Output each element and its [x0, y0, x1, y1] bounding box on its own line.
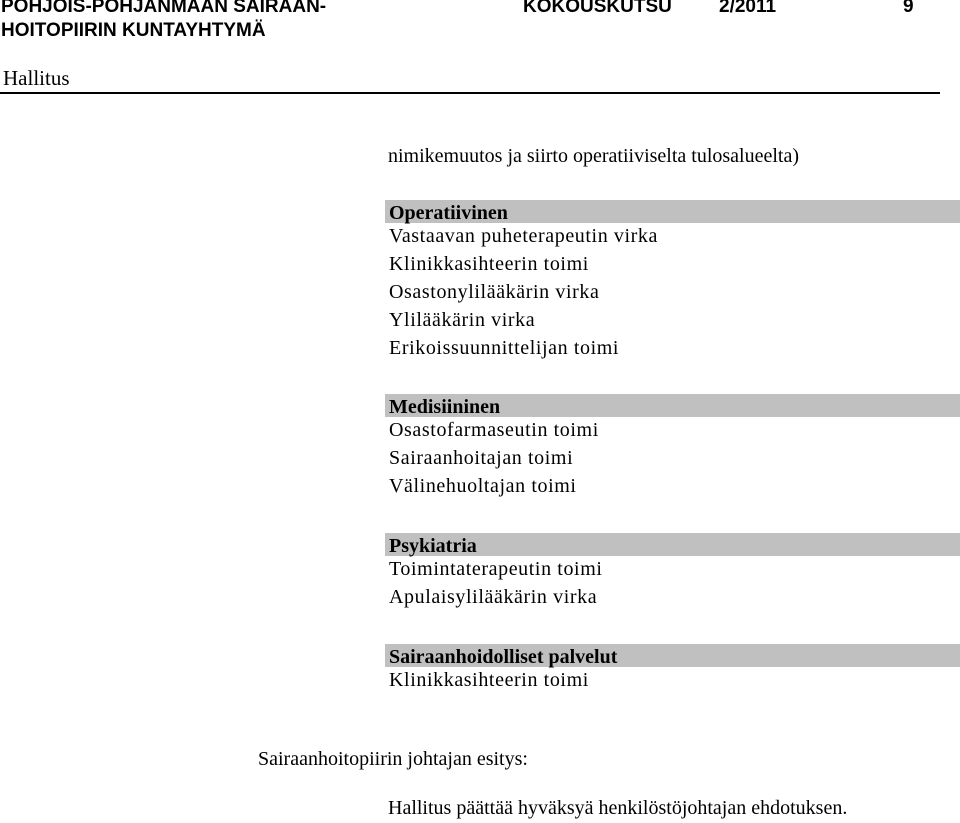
position-item: Sairaanhoitajan toimi — [389, 447, 574, 469]
section-psykiatria — [385, 533, 960, 612]
section-title: Psykiatria — [385, 533, 960, 556]
intro-text: nimikemuutos ja siirto operatiiviselta tulosalueelta) — [388, 145, 800, 167]
decision-text: Hallitus päättää hyväksyä henkilöstöjohtajan ehdotuksen. — [388, 797, 848, 819]
position-item: Klinikkasihteerin toimi — [389, 669, 589, 691]
page-number: 9 — [903, 0, 914, 17]
position-item: Erikoissuunnittelijan toimi — [389, 337, 620, 359]
position-item: Osastonylilääkärin virka — [389, 281, 600, 303]
position-item: Vastaavan puheterapeutin virka — [389, 225, 659, 247]
section-sairaanhoidolliset-palvelut — [385, 644, 960, 695]
position-item: Toimintaterapeutin toimi — [389, 558, 603, 580]
section-title: Sairaanhoidolliset palvelut — [385, 644, 960, 667]
proposal-label: Sairaanhoitopiirin johtajan esitys: — [258, 748, 528, 770]
section-operatiivinen — [385, 200, 960, 363]
organization-name-line1: POHJOIS-POHJANMAAN SAIRAAN- — [1, 0, 327, 17]
position-item: Klinikkasihteerin toimi — [389, 253, 589, 275]
position-item: Ylilääkärin virka — [389, 309, 536, 331]
section-title: Operatiivinen — [385, 200, 960, 223]
header-divider — [0, 92, 940, 94]
organization-name-line2: HOITOPIIRIN KUNTAYHTYMÄ — [1, 20, 266, 41]
section-medisiininen — [385, 394, 960, 501]
document-type: KOKOUSKUTSU — [523, 0, 672, 17]
position-item: Osastofarmaseutin toimi — [389, 419, 599, 441]
section-title: Medisiininen — [385, 394, 960, 417]
document-number: 2/2011 — [719, 0, 777, 17]
board-name: Hallitus — [3, 66, 70, 90]
position-item: Välinehuoltajan toimi — [389, 475, 577, 497]
position-item: Apulaisylilääkärin virka — [389, 586, 598, 608]
